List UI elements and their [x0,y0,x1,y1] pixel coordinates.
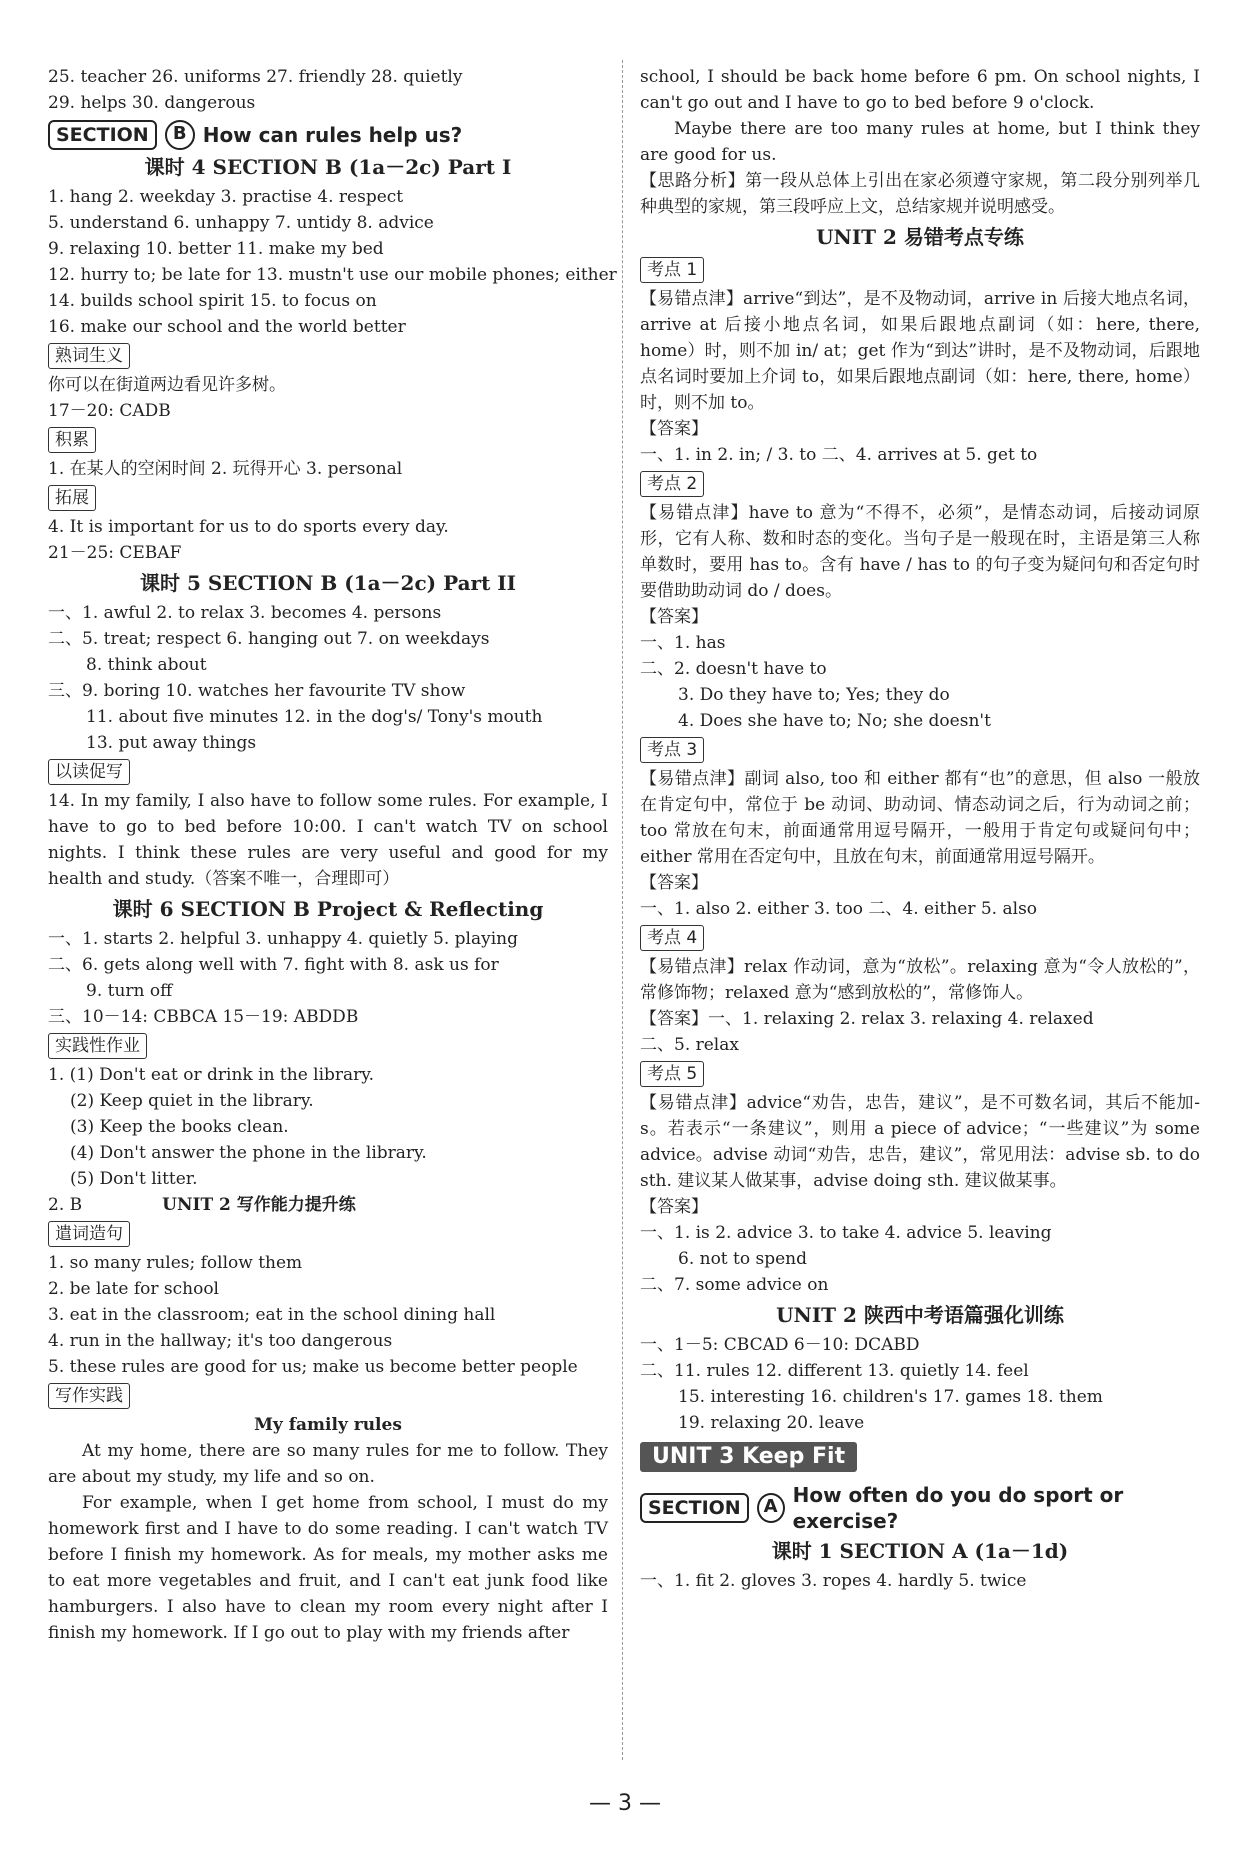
tag-row [640,1058,1200,1090]
answer-line: 29. helps 30. dangerous [48,93,256,113]
essay-title: My family rules [254,1415,402,1435]
answer-line: 二、5. treat; respect 6. hanging out 7. on weekdays [48,629,490,649]
text-paragraph: 【思路分析】第一段从总体上引出在家必须遵守家规，第二段分别列举几种典型的家规，第三段呼应上文，总结家规并说明感受。 [640,171,1200,217]
answer-text: 2. B [48,1195,83,1215]
tag-row [48,1380,608,1412]
section-tag: 考点 3 [640,737,704,763]
right-column [640,64,1200,1594]
text-paragraph: 【易错点津】arrive“到达”，是不及物动词，arrive in 后接大地点名词，arrive at 后接小地点名词，如果后跟地点副词（如：here, there, home）时，则不加 in/ at；get 作为“到达”讲时，是不及物动词，后跟地点名词时要加上介词 to，如果后跟地点副词（如：here, there, home）时，则不加 to。 [640,289,1200,413]
tag-row [48,340,608,372]
tag-row [48,1030,608,1062]
answer-line: 25. teacher 26. uniforms 27. friendly 28. quietly [48,67,463,87]
answer-line: 3. Do they have to; Yes; they do [678,685,950,705]
answer-line: 4. Does she have to; No; she doesn't [678,711,991,731]
section-header [48,120,608,150]
answer-line: (2) Keep quiet in the library. [70,1091,314,1111]
answer-line: 8. think about [86,655,207,675]
section-tag: 考点 4 [640,925,704,951]
answer-line: 三、10－14: CBBCA 15－19: ABDDB [48,1007,359,1027]
answer-line [48,1192,608,1218]
answer-line: (3) Keep the books clean. [70,1117,289,1137]
text-paragraph: 【易错点津】副词 also, too 和 either 都有“也”的意思，但 also 一般放在肯定句中，常位于 be 动词、助动词、情态动词之后，行为动词之前；too 常放在句末，前面通常用逗号隔开，一般用于肯定句或疑问句中；either 常用在否定句中，且放在句末，前面通常用逗号隔开。 [640,769,1200,867]
tag-row [640,254,1200,286]
section-tag: 考点 2 [640,471,704,497]
answer-line: 二、11. rules 12. different 13. quietly 14. feel [640,1361,1029,1381]
section-label: SECTION [640,1493,749,1523]
answer-line: 4. It is important for us to do sports every day. [48,517,449,537]
answer-line: 21－25: CEBAF [48,543,182,563]
section-tag: 考点 5 [640,1061,704,1087]
answer-line: 3. eat in the classroom; eat in the school dining hall [48,1305,496,1325]
unit-heading: UNIT 2 写作能力提升练 [162,1195,356,1215]
answer-line: 15. interesting 16. children's 17. games 18. them [678,1387,1103,1407]
answer-line: 1. hang 2. weekday 3. practise 4. respect [48,187,404,207]
lesson-title: 课时 4 SECTION B (1a－2c) Part I [144,155,512,179]
answer-line: 2. be late for school [48,1279,219,1299]
section-tag: 实践性作业 [48,1033,147,1059]
answer-line: 【答案】 [640,419,708,439]
tag-row [48,1218,608,1250]
answer-line: 一、1. in 2. in; / 3. to 二、4. arrives at 5. get to [640,445,1038,465]
answer-line: 【答案】 [640,873,708,893]
answer-line: (5) Don't litter. [70,1169,198,1189]
section-tag: 考点 1 [640,257,704,283]
text-paragraph: For example, when I get home from school, I must do my homework first and I have to do some reading. I can't watch TV before I finish my homework. As for meals, my mother asks me to eat more vegetables and fruit, and I can't eat junk food like hamburgers. I also have to clean my room every night after I finish my homework. If I go out to play with my friends after [48,1493,608,1643]
section-tag: 以读促写 [48,759,130,785]
tag-row [48,424,608,456]
answer-line: 13. put away things [86,733,257,753]
section-title: How can rules help us? [202,123,463,147]
answer-line: (4) Don't answer the phone in the library. [70,1143,427,1163]
lesson-title: 课时 1 SECTION A (1a－1d) [771,1539,1069,1563]
answer-line: 【答案】 [640,1197,708,1217]
text-paragraph: Maybe there are too many rules at home, but I think they are good for us. [640,119,1200,165]
answer-line: 12. hurry to; be late for 13. mustn't use our mobile phones; either [48,265,617,285]
left-column [48,64,617,1646]
text-paragraph: 【易错点津】relax 作动词，意为“放松”。relaxing 意为“令人放松的”，常修饰物；relaxed 意为“感到放松的”，常修饰人。 [640,957,1200,1003]
lesson-title: 课时 5 SECTION B (1a－2c) Part II [140,571,516,595]
answer-line: 9. relaxing 10. better 11. make my bed [48,239,384,259]
answer-line: 一、1. fit 2. gloves 3. ropes 4. hardly 5. twice [640,1571,1027,1591]
answer-line: 11. about five minutes 12. in the dog's/ Tony's mouth [86,707,543,727]
answer-line: 二、5. relax [640,1035,739,1055]
answer-line: 一、1. is 2. advice 3. to take 4. advice 5. leaving [640,1223,1052,1243]
answer-line: 14. builds school spirit 15. to focus on [48,291,377,311]
answer-line: 二、6. gets along well with 7. fight with 8. ask us for [48,955,499,975]
section-letter: B [165,120,195,150]
section-tag: 积累 [48,427,96,453]
answer-line: 一、1. also 2. either 3. too 二、4. either 5. also [640,899,1038,919]
text-paragraph: 【易错点津】advice“劝告，忠告，建议”，是不可数名词，其后不能加-s。若表示“一条建议”，则用 a piece of advice；“一些建议”为 some advice。advise 动词“劝告，忠告，建议”，常见用法：advise sb. to do sth. 建议某人做某事，advise doing sth. 建议做某事。 [640,1093,1200,1191]
answer-line: 4. run in the hallway; it's too dangerous [48,1331,393,1351]
section-title: How often do you do sport or exercise? [792,1483,1124,1533]
answer-line: 5. these rules are good for us; make us become better people [48,1357,578,1377]
section-letter: A [757,1493,785,1523]
answer-line: 一、1. awful 2. to relax 3. becomes 4. persons [48,603,442,623]
tag-row [640,922,1200,954]
text-paragraph: 14. In my family, I also have to follow some rules. For example, I have to go to bed before 10:00. I can't watch TV on school nights. I think these rules are very useful and good for my health and study.（答案不唯一，合理即可） [48,791,608,889]
tag-row [48,756,608,788]
answer-line: 一、1. starts 2. helpful 3. unhappy 4. quietly 5. playing [48,929,518,949]
answer-line: 6. not to spend [678,1249,808,1269]
section-header [640,1482,1200,1534]
answer-line: 5. understand 6. unhappy 7. untidy 8. advice [48,213,434,233]
lesson-title: UNIT 2 易错考点专练 [816,225,1024,249]
unit-banner: UNIT 3 Keep Fit [640,1442,857,1472]
text-paragraph: 【易错点津】have to 意为“不得不，必须”，是情态动词，后接动词原形，它有人称、数和时态的变化。当句子是一般现在时，主语是第三人称单数时，要用 has to。含有 have / has to 的句子变为疑问句和否定句时要借助助动词 do / does。 [640,503,1200,601]
section-label: SECTION [48,120,157,150]
answer-line: 一、1－5: CBCAD 6－10: DCABD [640,1335,920,1355]
answer-line: 17－20: CADB [48,401,171,421]
answer-line: 1. (1) Don't eat or drink in the library. [48,1065,375,1085]
answer-line: 9. turn off [86,981,173,1001]
page-number: — 3 — [589,1791,661,1816]
answer-line: 16. make our school and the world better [48,317,406,337]
section-tag: 熟词生义 [48,343,130,369]
tag-row [48,482,608,514]
tag-row [640,734,1200,766]
section-tag: 遣词造句 [48,1221,130,1247]
section-tag: 拓展 [48,485,96,511]
lesson-title: UNIT 2 陕西中考语篇强化训练 [776,1303,1064,1327]
section-tag: 写作实践 [48,1383,130,1409]
answer-line: 你可以在街道两边看见许多树。 [48,375,286,395]
answer-line: 二、2. doesn't have to [640,659,827,679]
answer-line: 1. 在某人的空闲时间 2. 玩得开心 3. personal [48,459,403,479]
answer-line: 【答案】 [640,607,708,627]
answer-line: 三、9. boring 10. watches her favourite TV show [48,681,466,701]
answer-line: 二、7. some advice on [640,1275,829,1295]
tag-row [640,468,1200,500]
lesson-title: 课时 6 SECTION B Project & Reflecting [112,897,544,921]
text-paragraph: school, I should be back home before 6 pm. On school nights, I can't go out and I have to go to bed before 9 o'clock. [640,67,1200,113]
answer-line: 1. so many rules; follow them [48,1253,303,1273]
answer-line: 一、1. has [640,633,726,653]
column-divider [622,60,623,1760]
answer-line: 19. relaxing 20. leave [678,1413,865,1433]
answer-line: 【答案】一、1. relaxing 2. relax 3. relaxing 4. relaxed [640,1009,1094,1029]
text-paragraph: At my home, there are so many rules for me to follow. They are about my study, my life and so on. [48,1441,608,1487]
unit-row [640,1436,1200,1478]
